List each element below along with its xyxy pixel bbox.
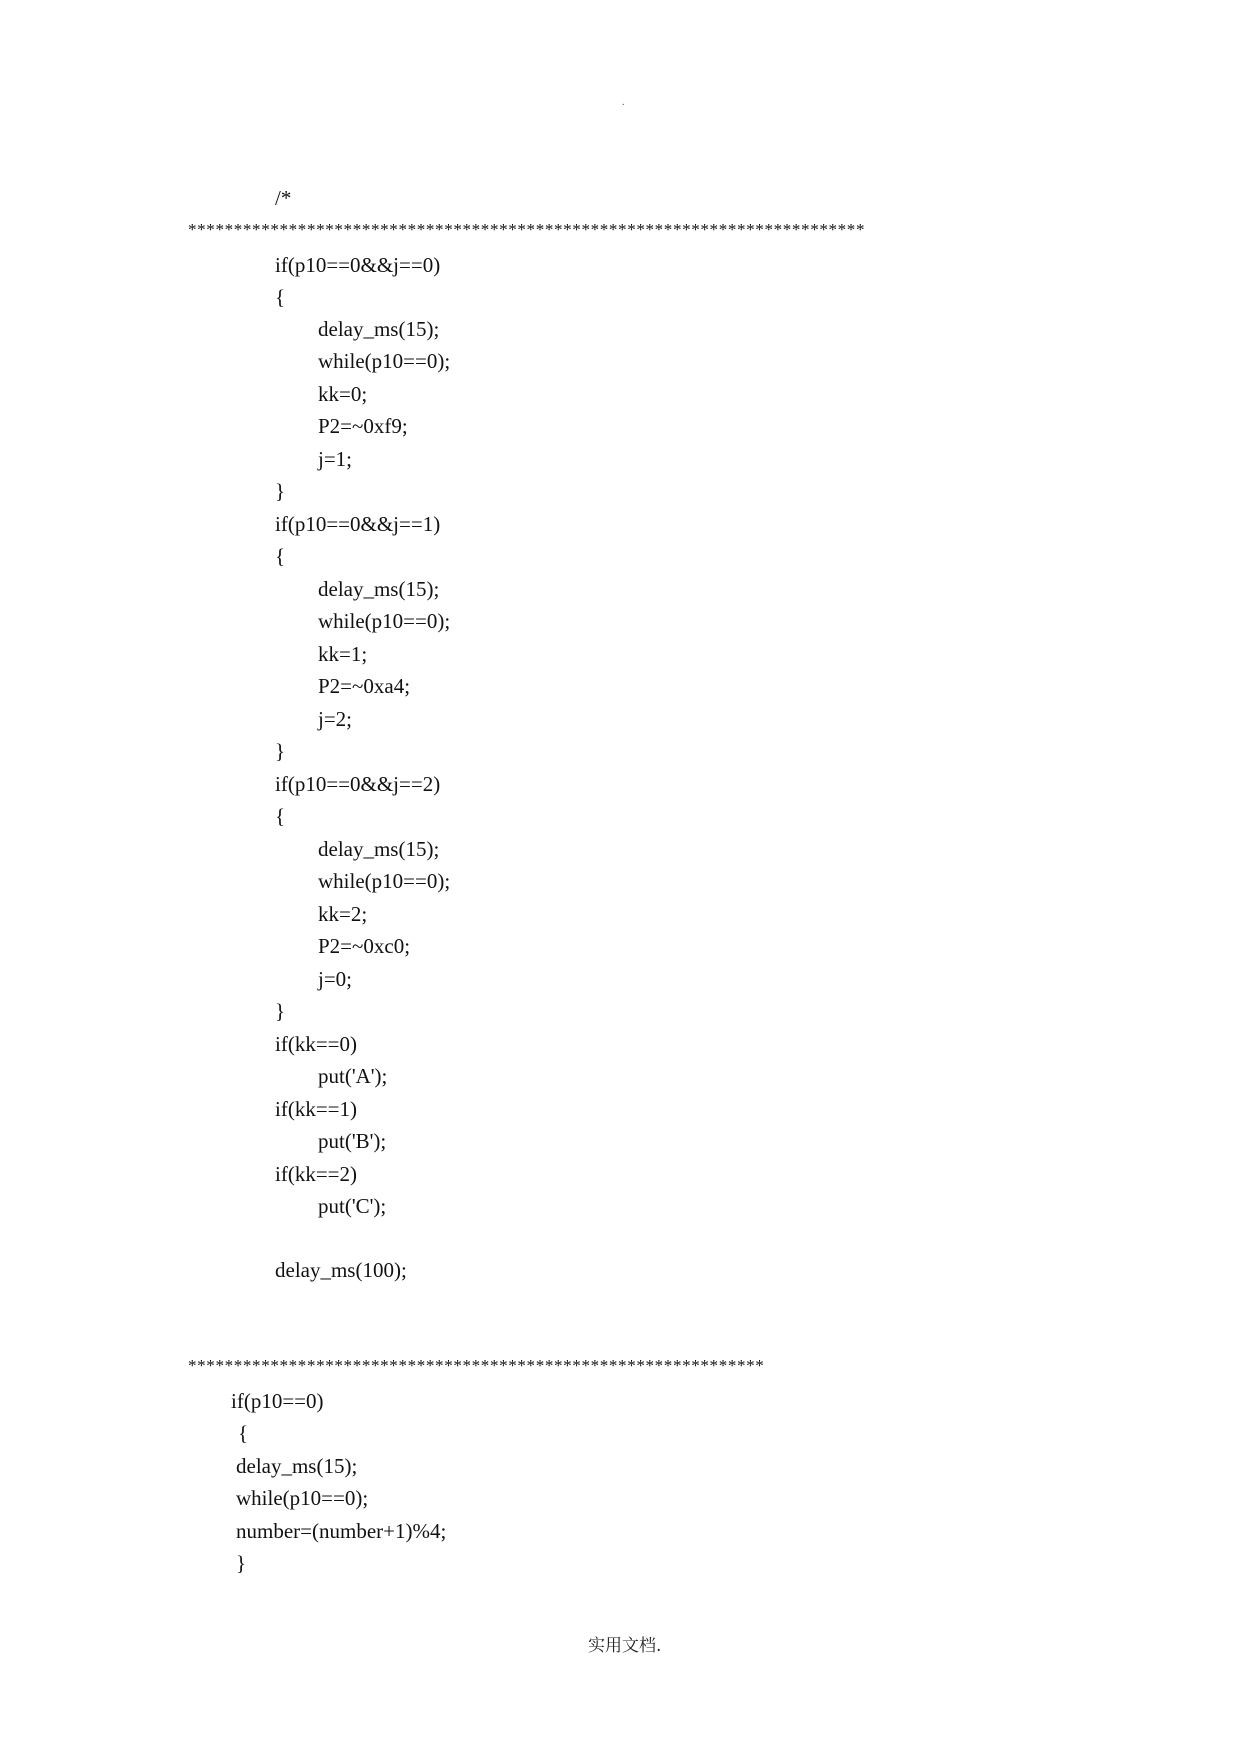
code-line: }	[275, 739, 286, 763]
code-line: if(kk==1)	[275, 1097, 358, 1121]
code-line: j=0;	[318, 967, 353, 991]
header-mark: .	[622, 97, 625, 108]
code-line: if(kk==0)	[275, 1032, 358, 1056]
code-line: j=1;	[318, 447, 353, 471]
code-line: kk=0;	[318, 382, 368, 406]
code-line: P2=~0xf9;	[318, 414, 408, 438]
code-line: if(p10==0)	[231, 1389, 324, 1413]
code-line: }	[275, 479, 286, 503]
code-line: {	[238, 1421, 249, 1445]
code-line: kk=1;	[318, 642, 368, 666]
footer-text: 实用文档.	[588, 1636, 662, 1656]
code-line: if(p10==0&&j==1)	[275, 512, 441, 536]
code-line: if(p10==0&&j==0)	[275, 253, 441, 277]
code-line: while(p10==0);	[318, 609, 451, 633]
stars-divider-2: ***************************************************************	[188, 1356, 765, 1375]
code-line: put('B');	[318, 1129, 387, 1153]
code-line: {	[275, 285, 286, 309]
code-line: delay_ms(15);	[318, 837, 440, 861]
code-line: if(p10==0&&j==2)	[275, 772, 441, 796]
code-line: while(p10==0);	[318, 349, 451, 373]
code-line: delay_ms(15);	[236, 1454, 358, 1478]
code-line: {	[275, 544, 286, 568]
code-line: {	[275, 804, 286, 828]
code-line: delay_ms(100);	[275, 1258, 407, 1282]
comment-open: /*	[275, 186, 292, 210]
code-line: kk=2;	[318, 902, 368, 926]
code-line: j=2;	[318, 707, 353, 731]
code-line: put('A');	[318, 1064, 388, 1088]
code-line: }	[236, 1551, 247, 1575]
code-line: P2=~0xa4;	[318, 674, 411, 698]
code-line: while(p10==0);	[318, 869, 451, 893]
code-line: P2=~0xc0;	[318, 934, 411, 958]
code-line: delay_ms(15);	[318, 317, 440, 341]
code-line: }	[275, 999, 286, 1023]
code-line: put('C');	[318, 1194, 387, 1218]
code-line: delay_ms(15);	[318, 577, 440, 601]
stars-divider-1: **************************************************************************	[188, 220, 866, 239]
code-line: while(p10==0);	[236, 1486, 369, 1510]
code-line: if(kk==2)	[275, 1162, 358, 1186]
code-line: number=(number+1)%4;	[236, 1519, 447, 1543]
